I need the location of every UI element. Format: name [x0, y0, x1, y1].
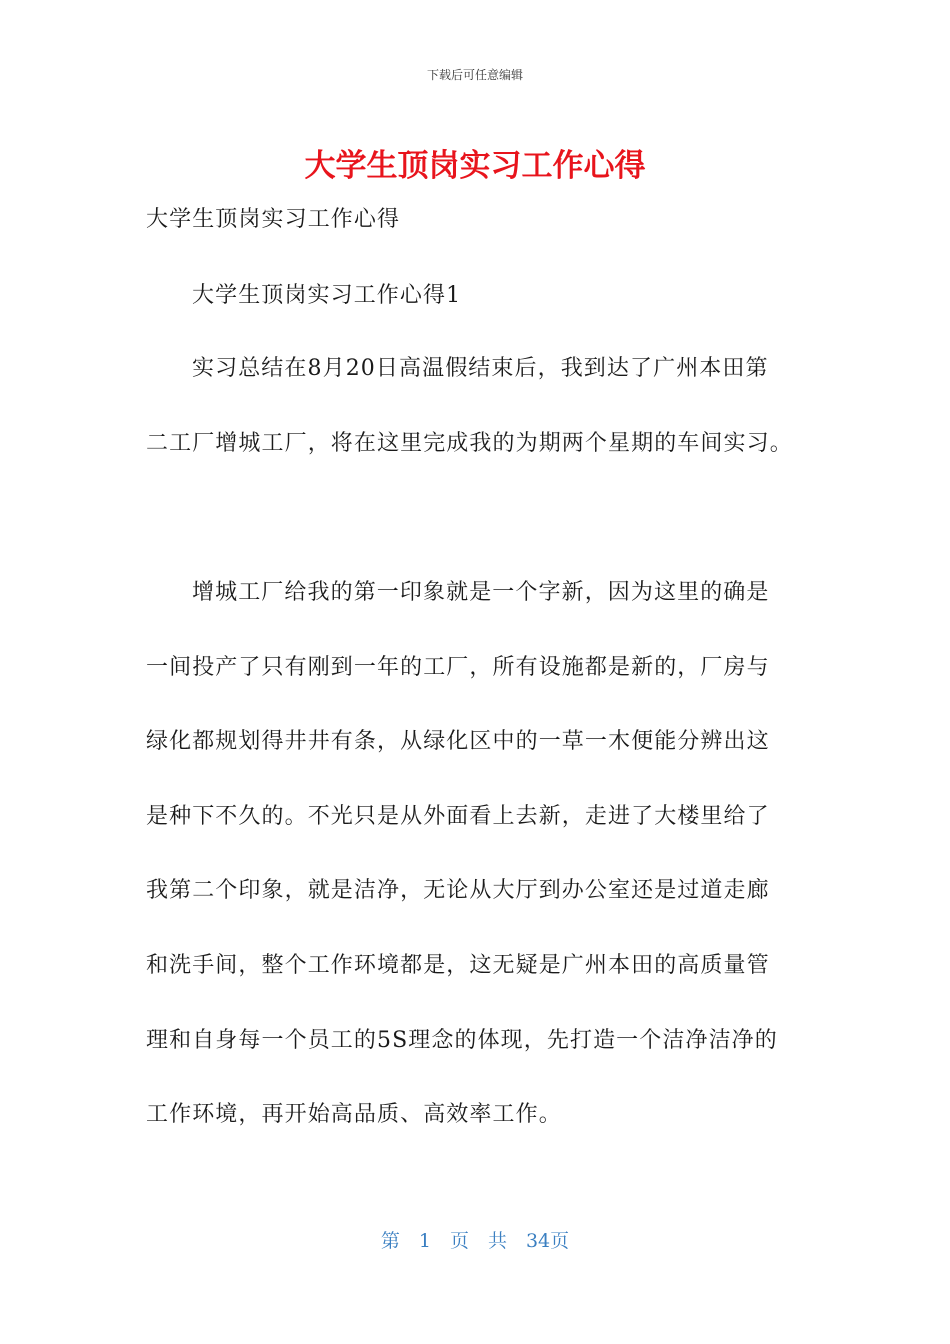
- section-heading: 大学生顶岗实习工作心得1: [192, 283, 462, 308]
- header-note: 下载后可任意编辑: [426, 68, 523, 82]
- paragraph-line: 增城工厂给我的第一印象就是一个字新，因为这里的确是: [192, 580, 770, 605]
- subtitle-line: 大学生顶岗实习工作心得: [146, 207, 401, 232]
- paragraph-line: 工作环境，再开始高品质、高效率工作。: [146, 1102, 562, 1127]
- paragraph-line: 实习总结在8月20日高温假结束后，我到达了广州本田第: [192, 356, 769, 381]
- paragraph-line: 二工厂增城工厂，将在这里完成我的为期两个星期的车间实习。: [146, 431, 793, 456]
- paragraph-line: 是种下不久的。不光只是从外面看上去新，走进了大楼里给了: [146, 804, 770, 829]
- document-title: 大学生顶岗实习工作心得: [304, 148, 646, 184]
- paragraph-line: 和洗手间，整个工作环境都是，这无疑是广州本田的高质量管: [146, 953, 770, 978]
- paragraph-line: 绿化都规划得井井有条，从绿化区中的一草一木便能分辨出这: [146, 729, 770, 754]
- paragraph-line: 一间投产了只有刚到一年的工厂，所有设施都是新的，厂房与: [146, 655, 770, 680]
- paragraph-line: 我第二个印象，就是洁净，无论从大厅到办公室还是过道走廊: [146, 878, 770, 903]
- paragraph-line: 理和自身每一个员工的5S理念的体现，先打造一个洁净洁净的: [146, 1028, 778, 1053]
- page-number-footer: 第 1 页 共 34页: [380, 1230, 570, 1252]
